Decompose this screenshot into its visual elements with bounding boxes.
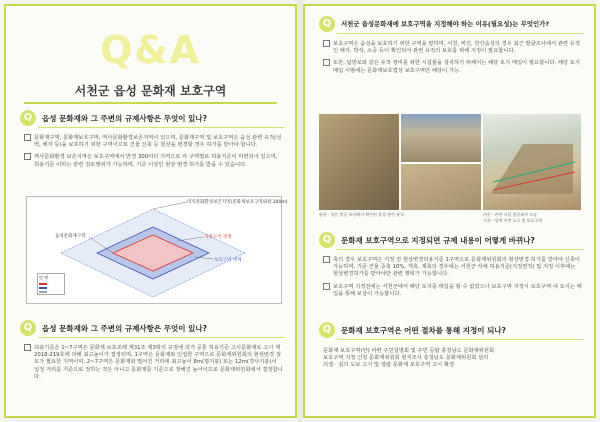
q-badge-icon: Q bbox=[20, 320, 36, 336]
qa-header: Q&A bbox=[100, 28, 201, 72]
wall-section-diagram bbox=[483, 114, 581, 210]
legend-red-swatch bbox=[39, 283, 47, 285]
q-badge-icon: Q bbox=[319, 16, 335, 32]
bullet-box-icon bbox=[323, 283, 330, 290]
question-1-title: 읍성 문화재와 그 주변의 규제사항은 무엇이 있나? bbox=[42, 114, 207, 123]
question-3 bbox=[319, 18, 584, 34]
question-divider bbox=[38, 127, 285, 128]
question-5-title: 문화재 보호구역은 어떤 절차를 통해 지정이 되나? bbox=[341, 326, 506, 335]
question-1 bbox=[20, 112, 285, 128]
answer-2-p1: 허용기준은 1~7구역은 문화재 보호조례 제31조 제3항의 규정에 의거 공통 허용기준 고시문화재로 고시 제2018-219호에 의해 최고높이가 결정되며, 1구역은 문화재와 인접한 구역으로 문화재위원회의 현상변경 검토가 필요한 지역이며, 2~7구역은 문화재와 떨어진 거리에 최고높이 8m(평지붕) 또는 12m(경사지붕)이 일정 거리를 기준으로 정하는 것은 아니고 문화재를 기준으로 정해진 높이이므로 문화재위원회에서 결정합니다. bbox=[34, 345, 283, 380]
left-page bbox=[4, 4, 297, 418]
photo-caption-c: 서천 · 성벽 주변 도로 및 보호구역 bbox=[483, 218, 543, 223]
legend-blue-swatch bbox=[39, 287, 47, 289]
answer-1 bbox=[24, 134, 283, 169]
answer-1-p1: 문화재구역, 문화재보호구역, 역사문화환경보존지역이 있으며, 문화재구역 및 보호구역은 읍성 관련 유적(성벽, 해자 등)을 보호하기 위한 구역이므로 건물 신축 등 현상을 변경할 경우 허가를 받아야 합니다. bbox=[34, 135, 282, 149]
question-4-title: 문화재 보호구역으로 지정되면 규제 내용이 어떻게 바뀌나? bbox=[341, 236, 535, 245]
question-2-title: 읍성 문화재와 그 주변의 규제사항은 무엇이 있나? bbox=[42, 324, 207, 333]
page-title: 서천군 읍성 문화재 보호구역 bbox=[74, 84, 227, 98]
question-divider bbox=[337, 33, 584, 34]
map-label-designated: 지정구역 경계 bbox=[204, 235, 232, 240]
photo-excavation-a bbox=[319, 114, 399, 210]
question-divider bbox=[38, 337, 285, 338]
map-label-protected: 보호구역 경계 bbox=[214, 258, 242, 263]
photo-caption-b: 비인 · 관련 시설 발굴조사 모습 bbox=[483, 212, 537, 217]
photo-excavation-b bbox=[401, 114, 481, 162]
procedure-step-row-1: 문화재 보호구역(안) 마련 주민설명회 및 주민 공람 충청남도 문화재위원회 bbox=[323, 348, 495, 354]
answer-4-p2: 보호구역 지정전에는 서천군에서 해당 토지를 매입을 할 수 없었으나 보호구역 지정시 보호구역 내 토지는 매입을 통해 보상이 가능합니다. bbox=[333, 283, 582, 297]
procedure-step-row-3: 의결 · 심의 도보 고시 및 열람 문화재 보호구역 고시 확정 bbox=[323, 362, 455, 369]
answer-1-p2: 역사문화환경 보존지역은 보호구역에서 반경 300미터 지역으로 각 구역별로 허용기준이 마련되어 있으며, 허용기준 이하는 관련 검토행위가 가능하며, 기준 이상인 현상 변경 허가를 받을 수 있습니다. bbox=[34, 154, 278, 168]
photo-excavation-c bbox=[401, 164, 481, 210]
question-4 bbox=[319, 234, 584, 250]
procedure-flow bbox=[323, 348, 582, 370]
question-2 bbox=[20, 322, 285, 338]
legend-light-swatch bbox=[39, 291, 47, 293]
zoning-diagram bbox=[27, 197, 281, 303]
title-divider bbox=[24, 102, 277, 104]
answer-4 bbox=[323, 256, 582, 298]
question-divider bbox=[337, 249, 584, 250]
right-page bbox=[303, 4, 596, 418]
answer-3 bbox=[323, 40, 582, 75]
question-3-title: 서천군 읍성문화재에 보호구역을 지정해야 하는 이유(필요성)는 무엇인가? bbox=[341, 20, 550, 28]
map-label-buffer: 역사문화환경보존지역(문화재보호구역외곽 300m) bbox=[187, 200, 288, 205]
photo-caption-a: 한산 · 성문 발굴 조사에서 확인된 읍성 관련 유적 bbox=[319, 212, 404, 217]
q-badge-icon: Q bbox=[20, 110, 36, 126]
question-5 bbox=[319, 324, 584, 340]
answer-4-p1: 축의 경우 보호구역은 지정 전 현상변경허용기준 1구역으로 문화재위원회의 현상변경 허가를 받아야 신축이 가능하며, 기존 건물 증축 10%, 개축, 재축의 경우에는 서천군 자체 허용기준(지정면적) 및 지정 이후에는 현상변경허가를 받아야만 관련 행위가 가능합니다. bbox=[333, 257, 581, 278]
question-divider bbox=[337, 339, 584, 340]
bullet-box-icon bbox=[323, 256, 330, 263]
answer-3-p2: 또한, 탐방로와 같은 유적 정비를 위한 시설물을 설치하기 위해서는 해당 토지 매입이 필요합니다. 해당 토지매입 시범에는 문화재보호법상 보호구역만 해당이 가능. bbox=[333, 60, 580, 74]
bullet-box-icon bbox=[24, 344, 31, 351]
q-badge-icon: Q bbox=[319, 322, 335, 338]
bullet-box-icon bbox=[24, 153, 31, 160]
bullet-box-icon bbox=[323, 59, 330, 66]
photo-wall-diagram bbox=[483, 114, 581, 210]
zoning-map bbox=[26, 196, 288, 304]
procedure-step-row-2: 보호구역 지정 신청 문화재위원회 현지조사 충청남도 문화재위원회 심의 bbox=[323, 355, 489, 362]
answer-2 bbox=[24, 344, 283, 381]
bullet-box-icon bbox=[323, 40, 330, 47]
map-label-cultural-area: 읍성문화재구역 bbox=[55, 234, 86, 239]
q-badge-icon: Q bbox=[319, 232, 335, 248]
legend-title: 범 례 bbox=[39, 275, 48, 280]
answer-3-p1: 보호구역은 읍성을 보호하기 위한 구역을 말하며, 서천, 비인, 한산읍성의 경우 최근 발굴조사에서 관련 유적인 해자, 박석, 소공 등이 확인되어 관련 유적의 보호를 위해 지정이 필요합니다. bbox=[333, 41, 580, 55]
bullet-box-icon bbox=[24, 134, 31, 141]
map-legend bbox=[37, 273, 65, 295]
